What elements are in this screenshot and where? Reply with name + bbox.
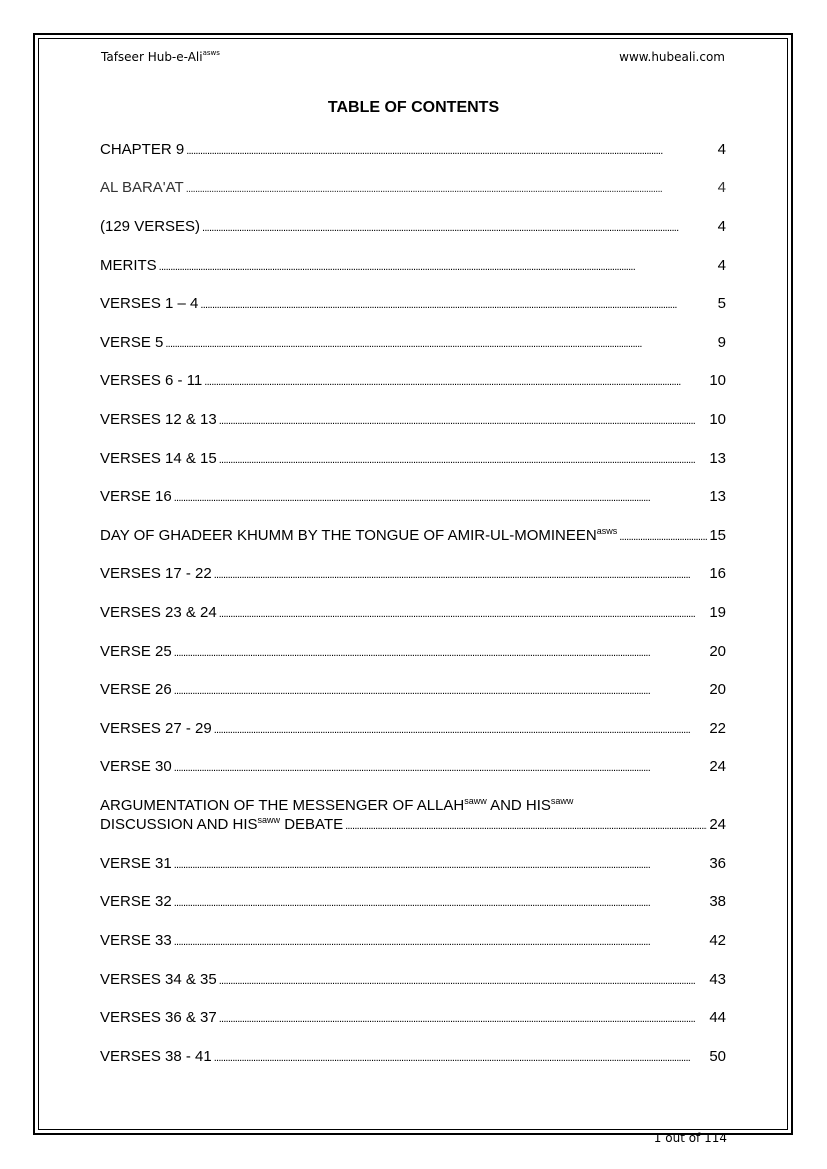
toc-entry[interactable]: VERSE 16 . . . 13 [100, 487, 726, 508]
toc-entry[interactable]: VERSE 26 . . . 20 [100, 680, 726, 701]
toc-entry[interactable]: MERITS . . . 4 [100, 256, 726, 277]
toc-entry[interactable]: VERSES 14 & 15 . . . 13 [100, 449, 726, 470]
toc-entry[interactable]: VERSES 38 - 41 . . . 50 [100, 1047, 726, 1068]
toc-entry-multiline[interactable] [100, 796, 726, 836]
toc-entry[interactable]: VERSE 5 . . . 9 [100, 333, 726, 354]
toc-entry[interactable]: (129 VERSES) . . . 4 [100, 217, 726, 238]
header-website: www.hubeali.com [619, 50, 725, 64]
toc-entry-line-2: DISCUSSION AND $HIS^{saww}$ DEBATE . . . 24 [100, 815, 726, 836]
toc-entry[interactable]: VERSE 33 . . . 42 [100, 931, 726, 952]
toc-entry[interactable]: DAY OF GHADEER KHUMM BY THE TONGUE OF AMIR-$UL-MOMINEEN^{asws}$ . . . 15 [100, 526, 726, 547]
toc-entry[interactable]: VERSES 6 - 11 . . . 10 [100, 371, 726, 392]
toc-entry[interactable]: VERSES 1 – 4 . . . 5 [100, 294, 726, 315]
toc-title: TABLE OF CONTENTS [327, 99, 500, 116]
header-title: Tafseer Hub-e-Ali$^{asws}$ [101, 49, 220, 64]
toc-entry[interactable]: VERSES 34 & 35 . . . 43 [100, 970, 726, 991]
toc-entry[interactable]: VERSE 32 . . . 38 [100, 892, 726, 913]
toc-entry[interactable]: VERSES 36 & 37 . . . 44 [100, 1008, 726, 1029]
page-footer: 1 out of 114 [653, 1131, 727, 1145]
toc-entry[interactable]: AL BARA'AT . . . 4 [100, 178, 726, 199]
toc-entry[interactable]: VERSE 31 . . . 36 [100, 854, 726, 875]
toc-entry[interactable]: VERSE 25 . . . 20 [100, 642, 726, 663]
toc-entry[interactable]: VERSES 23 & 24 . . . 19 [100, 603, 726, 624]
toc-entry[interactable]: VERSES 17 - 22 . . . 16 [100, 564, 726, 585]
toc-entry[interactable]: CHAPTER 9 . . . 4 [100, 140, 726, 161]
toc-entry[interactable]: VERSE 30 . . . 24 [100, 757, 726, 778]
toc-entry-line-1: ARGUMENTATION OF THE MESSENGER OF $ALLAH^{saww}$ AND $HIS^{saww}$ [100, 796, 574, 814]
toc-entry[interactable]: VERSES 12 & 13 . . . 10 [100, 410, 726, 431]
toc-entry[interactable]: VERSES 27 - 29 . . . 22 [100, 719, 726, 740]
